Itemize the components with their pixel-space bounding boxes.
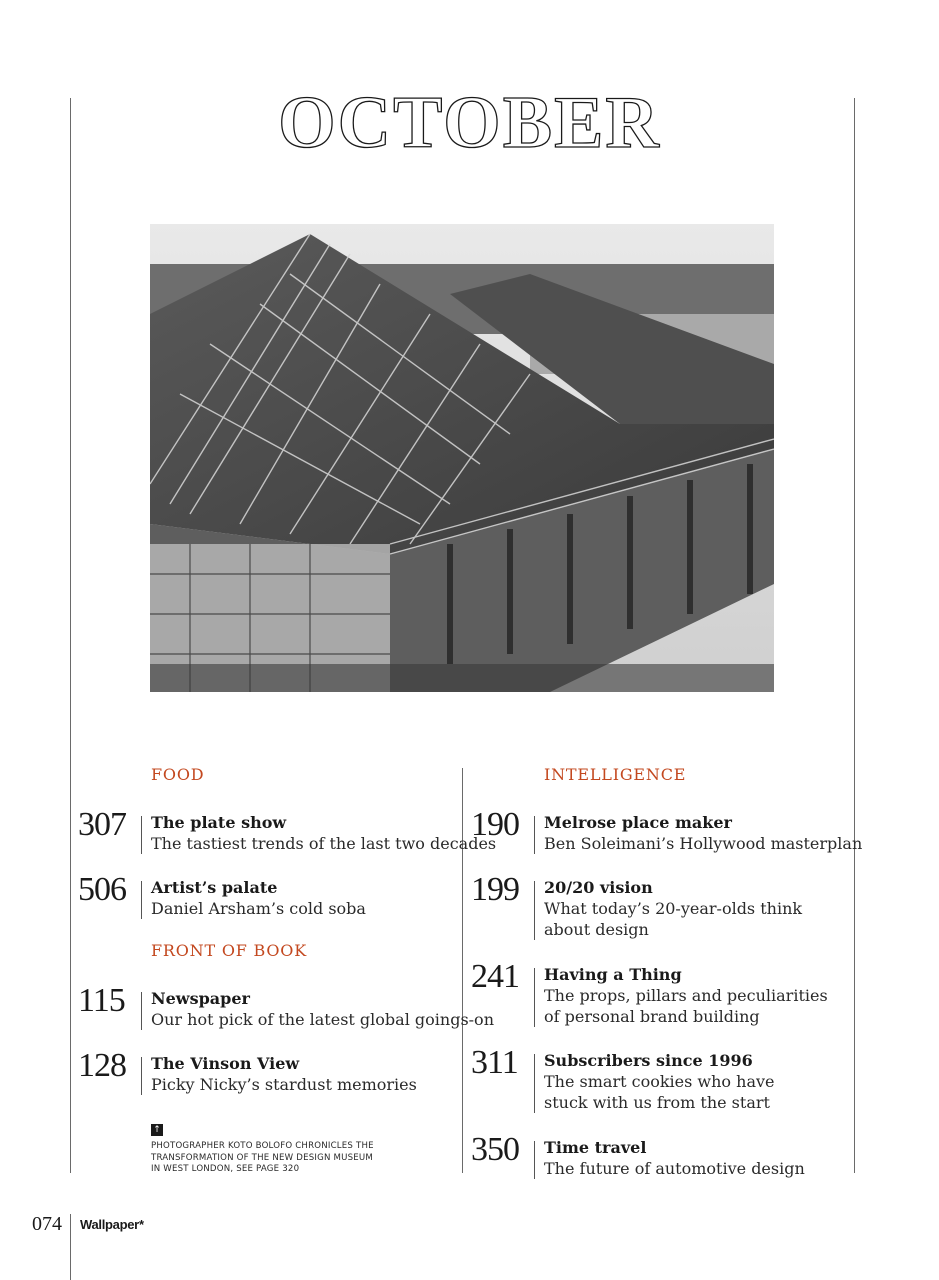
entry-title: Subscribers since 1996: [544, 1051, 753, 1070]
photo-caption: [151, 1141, 411, 1176]
entry-rule: [534, 816, 535, 854]
caption-line: IN WEST LONDON, SEE PAGE 320: [151, 1164, 300, 1174]
section-heading-intelligence: INTELLIGENCE: [544, 765, 687, 784]
entry-rule: [141, 881, 142, 919]
entry-description: about design: [544, 920, 649, 939]
entry-description: Ben Soleimani’s Hollywood masterplan: [544, 834, 863, 853]
page-number: 190: [471, 806, 519, 843]
caption-line: TRANSFORMATION OF THE NEW DESIGN MUSEUM: [151, 1152, 373, 1163]
caption-line: PHOTOGRAPHER KOTO BOLOFO CHRONICLES THE: [151, 1141, 374, 1151]
section-heading-food: FOOD: [151, 765, 205, 784]
entry-rule: [141, 816, 142, 854]
page-number: 307: [78, 806, 126, 843]
page-number: 115: [78, 982, 125, 1019]
footer-rule: [70, 1214, 71, 1280]
photo-building-under-construction-icon: [150, 224, 774, 692]
entry-description: Our hot pick of the latest global goings-on: [151, 1010, 494, 1029]
entry-title: Having a Thing: [544, 965, 682, 984]
entry-description: Picky Nicky’s stardust memories: [151, 1075, 417, 1094]
entry-rule: [534, 881, 535, 940]
page-number: 128: [78, 1047, 126, 1084]
folio-page-number: 074: [32, 1213, 62, 1235]
entry-description: The props, pillars and peculiarities: [544, 986, 828, 1005]
entry-title: Newspaper: [151, 989, 250, 1008]
entry-rule: [534, 1054, 535, 1113]
entry-title: The Vinson View: [151, 1054, 300, 1073]
entry-description: stuck with us from the start: [544, 1093, 770, 1112]
brand-logo: Wallpaper*: [80, 1217, 144, 1232]
page-number: 241: [471, 958, 519, 995]
entry-description: of personal brand building: [544, 1007, 760, 1026]
page-number: 311: [471, 1044, 518, 1081]
page-title: OCTOBER: [278, 82, 661, 164]
entry-title: Melrose place maker: [544, 813, 732, 832]
right-margin-rule: [854, 98, 855, 1173]
entry-rule: [534, 968, 535, 1027]
feature-photo: [150, 224, 774, 692]
entry-description: The tastiest trends of the last two decades: [151, 834, 497, 853]
left-margin-rule: [70, 98, 71, 1173]
entry-title: 20/20 vision: [544, 878, 653, 897]
entry-rule: [141, 992, 142, 1030]
entry-title: The plate show: [151, 813, 287, 832]
arrow-up-icon: ↑: [151, 1124, 163, 1136]
entry-description: The smart cookies who have: [544, 1072, 775, 1091]
page-number: 350: [471, 1131, 519, 1168]
entry-title: Artist’s palate: [151, 878, 278, 897]
section-heading-front-of-book: FRONT OF BOOK: [151, 941, 307, 960]
entry-description: Daniel Arsham’s cold soba: [151, 899, 366, 918]
entry-description: The future of automotive design: [544, 1159, 805, 1178]
page-number: 199: [471, 871, 519, 908]
entry-rule: [141, 1057, 142, 1095]
entry-rule: [534, 1141, 535, 1179]
entry-description: What today’s 20-year-olds think: [544, 899, 803, 918]
page-number: 506: [78, 871, 126, 908]
entry-title: Time travel: [544, 1138, 647, 1157]
